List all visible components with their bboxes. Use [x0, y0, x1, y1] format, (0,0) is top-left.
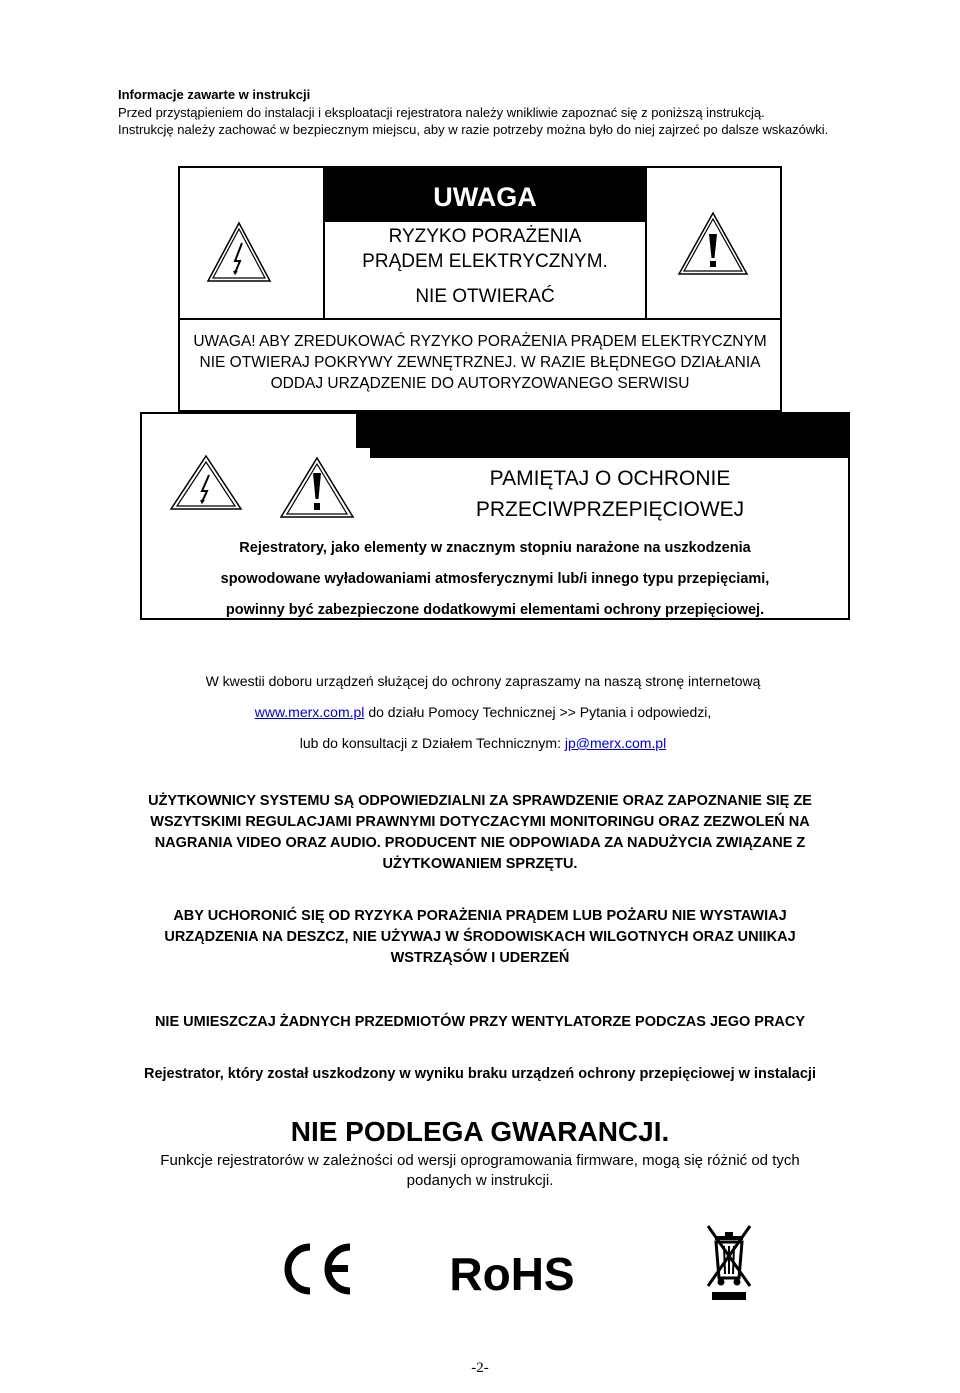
- surge-title-line-1: PAMIĘTAJ O OCHRONIE: [489, 467, 731, 490]
- responsibility-notice: UŻYTKOWNICY SYSTEMU SĄ ODPOWIEDZIALNI ZA SPRAWDZENIE ORAZ ZAPOZNANIE SIĘ ZE WSZYTSKIMI REGULACJAMI PRAWNYMI DOTYCZACYMI MONITORINGU ORAZ ZEZWOLEŃ NA NAGRANIA VIDEO ORAZ AUDIO. PRODUCENT NIE ODPOWIADA ZA NADUŻYCIA ZWIĄZANE Z UŻYTKOWANIEM SPRZĘTU.: [148, 793, 812, 872]
- exclamation-warning-icon: [278, 455, 356, 521]
- website-link[interactable]: www.merx.com.pl: [254, 704, 365, 720]
- rohs-logo: [436, 1248, 588, 1296]
- risk-line-1: RYZYKO PORAŻENIA: [388, 226, 582, 247]
- risk-line-2: PRĄDEM ELEKTRYCZNYM.: [362, 251, 608, 272]
- support-line-3: [120, 728, 846, 759]
- fire-notice: ABY UCHORONIĆ SIĘ OD RYZYKA PORAŻENIA PRĄDEM LUB POŻARU NIE WYSTAWIAJ URZĄDZENIA NA DESZCZ, NIE UŻYWAJ W ŚRODOWISKACH WILGOTNYCH ORAZ UNIIKAJ WSTRZĄSÓW I UDERZEŃ: [164, 908, 796, 966]
- surge-text-line-1: Rejestratory, jako elementy w znacznym stopniu narażone na uszkodzenia: [239, 540, 751, 556]
- intro-section: [118, 86, 838, 139]
- support-line-2-rest: do działu Pomocy Technicznej >> Pytania i odpowiedzi,: [368, 704, 712, 720]
- surge-box-text: [144, 533, 846, 626]
- surge-title-line-2: PRZECIWPRZEPIĘCIOWEJ: [475, 498, 745, 521]
- warning-title: UWAGA: [324, 168, 646, 222]
- surge-text-line-2: spowodowane wyładowaniami atmosferycznymi lub/i innego typu przepięciami,: [220, 571, 770, 587]
- support-section: [120, 666, 846, 759]
- electric-hazard-icon: [204, 219, 274, 285]
- firmware-notice: Funkcje rejestratorów w zależności od wersji oprogramowania firmware, mogą się różnić od tych podanych w instrukcji.: [160, 1152, 800, 1189]
- support-line-3-text: lub do konsultacji z Działem Technicznym:: [299, 735, 561, 751]
- exclamation-warning-icon: [676, 210, 750, 278]
- no-warranty-notice: NIE PODLEGA GWARANCJI.: [290, 1116, 670, 1147]
- surge-text-line-3: powinny być zabezpieczone dodatkowymi elementami ochrony przepięciowej.: [225, 602, 765, 618]
- intro-line-2: Instrukcję należy zachować w bezpiecznym miejscu, aby w razie potrzeby można było do niej zajrzeć po dalsze wskazówki.: [118, 122, 829, 137]
- risk-text: [326, 224, 644, 274]
- warning-box-divider-horizontal: [180, 318, 780, 320]
- surge-box-header-bar-step: [356, 412, 370, 448]
- intro-line-1: Przed przystąpieniem do instalacji i eksploatacji rejestratora należy wnikliwie zapoznać się z poniższą instrukcją.: [118, 104, 765, 120]
- intro-heading: Informacje zawarte w instrukcji: [118, 87, 311, 102]
- support-line-1: W kwestii doboru urządzeń służącej do ochrony zapraszamy na naszą stronę internetową: [205, 673, 761, 689]
- do-not-open-text: NIE OTWIERAĆ: [415, 286, 555, 307]
- damaged-notice: Rejestrator, który został uszkodzony w wyniku braku urządzeń ochrony przepięciowej w instalacji: [143, 1066, 816, 1082]
- warning-box-text: UWAGA! ABY ZREDUKOWAĆ RYZYKO PORAŻENIA PRĄDEM ELEKTRYCZNYM NIE OTWIERAJ POKRYWY ZEWNĘTRZNEJ. W RAZIE BŁĘDNEGO DZIAŁANIA ODDAJ URZĄDZENIE DO AUTORYZOWANEGO SERWISU: [193, 333, 767, 392]
- email-link[interactable]: jp@merx.com.pl: [564, 735, 667, 751]
- surge-box-title: [430, 463, 790, 525]
- ce-mark-logo: [276, 1243, 356, 1295]
- svg-text:RoHS: RoHS: [449, 1248, 575, 1296]
- fan-notice: NIE UMIESZCZAJ ŻADNYCH PRZEDMIOTÓW PRZY WENTYLATORZE PODCZAS JEGO PRACY: [154, 1014, 806, 1030]
- weee-bin-icon: [704, 1224, 754, 1302]
- page-number: -2-: [471, 1360, 489, 1376]
- support-line-2: [120, 697, 846, 728]
- surge-box-header-bar: [370, 412, 850, 458]
- electric-hazard-icon: [168, 453, 244, 513]
